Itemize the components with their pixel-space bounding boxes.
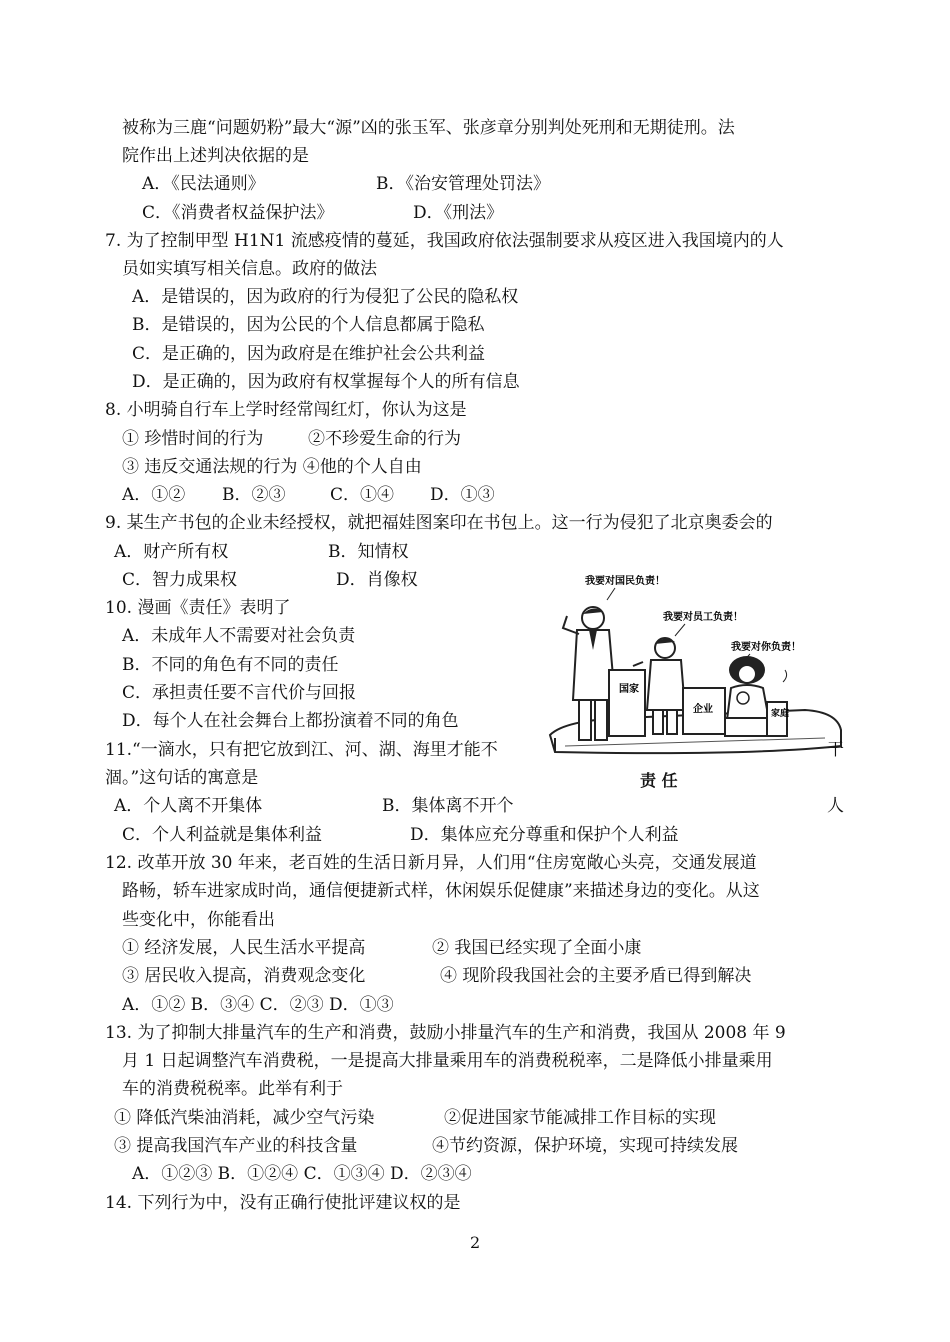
q10-option-c: C．承担责任要不言代价与回报 [122,683,357,703]
q13-line1: 13. 为了抑制大排量汽车的生产和消费，鼓励小排量汽车的生产和消费，我国从 2008 年 9 [105,1023,786,1043]
cartoon-figure-state [563,607,645,740]
q7-option-c: C．是正确的，因为政府是在维护社会公共利益 [132,344,486,364]
q6-line1: 被称为三鹿“问题奶粉”最大“源”凶的张玉军、张彦章分别判处死刑和无期徒刑。法 [122,118,735,138]
bubble-text-2: 我要对员工负责！ [663,612,743,623]
q12-line2: 路畅，轿车进家成时尚，通信便捷新式样，休闲娱乐促健康”来描述身边的变化。从这 [122,881,760,901]
q11-line1-end: 干 [827,740,844,760]
q13-line3: 车的消费税税率。此举有利于 [122,1079,343,1099]
responsibility-cartoon [545,570,845,770]
q8-line1: 8. 小明骑自行车上学时经常闯红灯，你认为这是 [105,400,467,420]
q7-line2: 员如实填写相关信息。政府的做法 [122,259,377,279]
q7-option-a: A．是错误的，因为政府的行为侵犯了公民的隐私权 [132,287,519,307]
label-family: 家庭 [771,709,790,719]
q8-statements-3-4: ③ 违反交通法规的行为 ④他的个人自由 [122,457,422,477]
q8-option-c: C．①④ [330,485,395,505]
q12-options: A．①② B．③④ C．②③ D．①③ [122,995,394,1015]
q6-option-b: B．《治安管理处罚法》 [376,174,550,194]
q10-option-a: A．未成年人不需要对社会负责 [122,626,356,646]
q8-option-a: A．①② [122,485,186,505]
q9-option-c: C．智力成果权 [122,570,238,590]
q12-statement-2: ② 我国已经实现了全面小康 [432,938,642,958]
q13-options: A．①②③ B．①②④ C．①③④ D．②③④ [132,1164,472,1184]
q10-option-b: B．不同的角色有不同的责任 [122,655,339,675]
q9-option-a: A．财产所有权 [114,542,229,562]
q9-option-d: D．肖像权 [336,570,418,590]
q12-line1: 12. 改革开放 30 年来，老百姓的生活日新月异，人们用“住房宽敞心头亮，交通发展道 [105,853,757,873]
q8-option-d: D．①③ [430,485,495,505]
q10-option-d: D．每个人在社会舞台上都扮演着不同的角色 [122,711,459,731]
q7-option-b: B．是错误的，因为公民的个人信息都属于隐私 [132,315,485,335]
q11-option-d: D．集体应充分尊重和保护个人利益 [410,825,679,845]
q6-option-d: D．《刑法》 [413,203,504,223]
q11-option-c: C．个人利益就是集体利益 [122,825,323,845]
q11-line2: 涸。”这句话的寓意是 [105,768,259,788]
q13-statement-3: ③ 提高我国汽车产业的科技含量 [114,1136,358,1156]
q12-statement-3: ③ 居民收入提高，消费观念变化 [122,966,366,986]
cartoon-figure-family [725,656,789,736]
q8-statement-1: ① 珍惜时间的行为 [122,429,264,449]
q12-line3: 些变化中，你能看出 [122,910,275,930]
label-enterprise: 企业 [693,704,713,715]
q7-line1: 7. 为了控制甲型 H1N1 流感疫情的蔓延，我国政府依法强制要求从疫区进入我国境内的人 [105,231,784,251]
cartoon-caption: 责 任 [640,771,678,790]
q6-option-a: A．《民法通则》 [142,174,265,194]
q11-option-a: A．个人离不开集体 [114,796,263,816]
q11-option-b: B．集体离不开个 [382,796,514,816]
q13-statement-4: ④节约资源，保护环境，实现可持续发展 [432,1136,738,1156]
q9-line1: 9. 某生产书包的企业未经授权，就把福娃图案印在书包上。这一行为侵犯了北京奥委会的 [105,513,773,533]
q11-option-b-end: 人 [827,796,844,816]
q6-option-c: C．《消费者权益保护法》 [142,203,334,223]
q13-statement-2: ②促进国家节能减排工作目标的实现 [444,1108,716,1128]
q7-option-d: D．是正确的，因为政府有权掌握每个人的所有信息 [132,372,520,392]
q13-statement-1: ① 降低汽柴油消耗，减少空气污染 [114,1108,375,1128]
label-state: 国家 [619,684,639,695]
bubble-text-1: 我要对国民负责！ [585,576,665,587]
q6-line2: 院作出上述判决依据的是 [122,146,309,166]
q11-line1: 11.“一滴水，只有把它放到江、河、湖、海里才能不 [105,740,498,760]
q10-line1: 10. 漫画《责任》表明了 [105,598,291,618]
page-number: 2 [470,1233,481,1252]
q9-option-b: B．知情权 [328,542,409,562]
q12-statement-4: ④ 现阶段我国社会的主要矛盾已得到解决 [440,966,752,986]
q8-option-b: B．②③ [222,485,286,505]
bubble-text-3: 我要对你负责！ [731,642,801,653]
q12-statement-1: ① 经济发展，人民生活水平提高 [122,938,366,958]
q13-line2: 月 1 日起调整汽车消费税，一是提高大排量乘用车的消费税税率，二是降低小排量乘用 [122,1051,773,1071]
q8-statement-2: ②不珍爱生命的行为 [308,429,461,449]
q14-line1: 14. 下列行为中，没有正确行使批评建议权的是 [105,1193,461,1213]
